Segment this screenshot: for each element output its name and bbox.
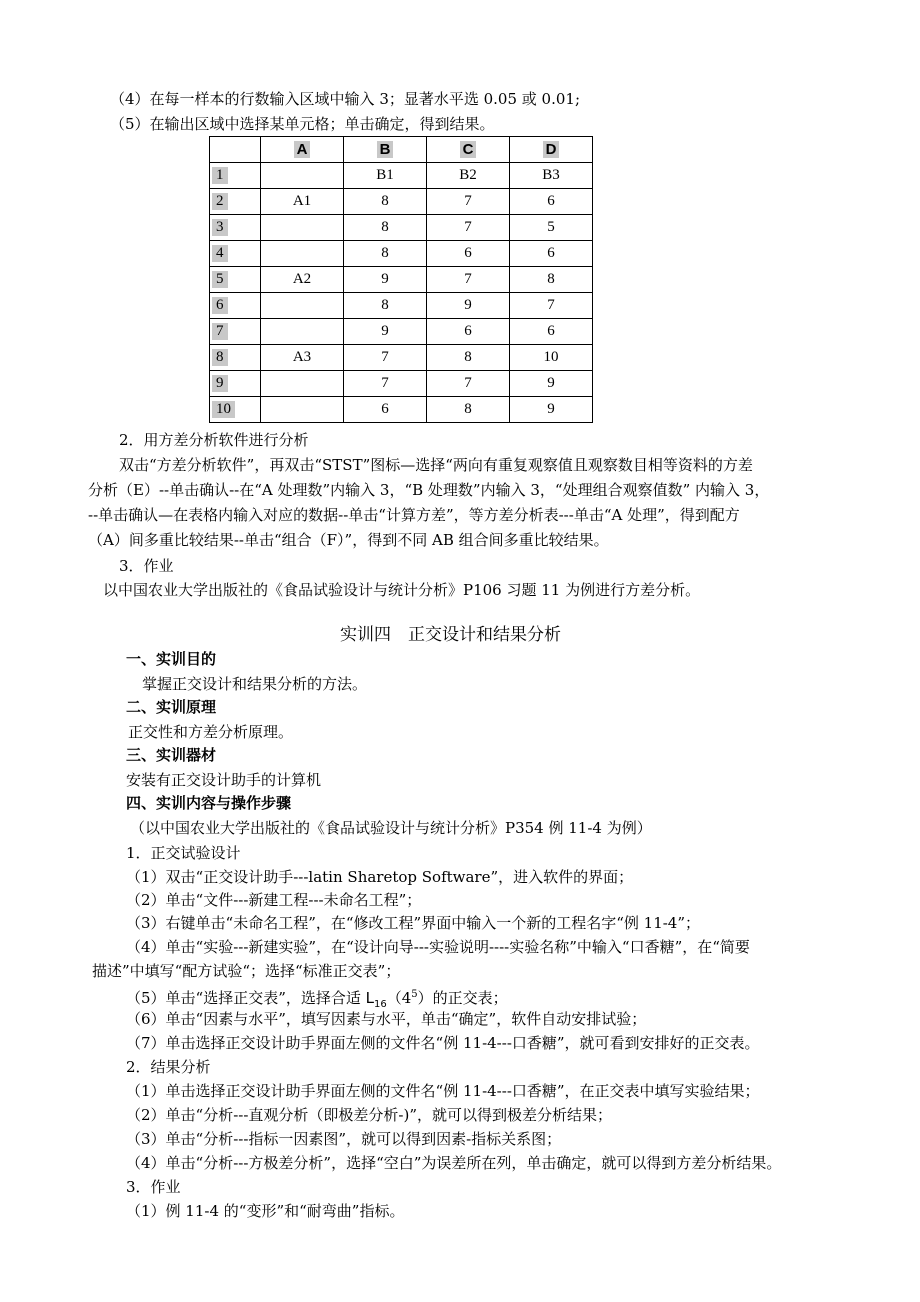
section-2-heading: 2．用方差分析软件进行分析	[119, 431, 309, 449]
principle-text: 正交性和方差分析原理。	[128, 723, 294, 741]
table-row	[210, 345, 593, 371]
table-cell	[261, 397, 344, 423]
section-2-paragraph-line: （A）间多重比较结果--单击“组合（F）”，得到不同 AB 组合间多重比较结果。	[88, 531, 609, 549]
step-5-text: （5）在输出区域中选择某单元格；单击确定，得到结果。	[110, 115, 495, 133]
table-cell: B3	[510, 163, 593, 189]
row-number: 10	[212, 401, 235, 418]
table-cell: 9	[344, 267, 427, 293]
page-title: 实训四 正交设计和结果分析	[340, 625, 561, 645]
table-cell: 6	[427, 241, 510, 267]
section-2-paragraph-line: 分析（E）--单击确认--在“A 处理数”内输入 3，“B 处理数”内输入 3，“处理组合观察值数” 内输入 3，	[88, 481, 770, 499]
step-4-text: （4）在每一样本的行数输入区域中输入 3；显著水平选 0.05 或 0.01;	[110, 90, 581, 108]
row-number: 1	[212, 167, 228, 184]
table-cell: 6	[510, 241, 593, 267]
table-cell: B2	[427, 163, 510, 189]
subsection-analysis-heading: 2．结果分析	[126, 1058, 211, 1076]
data-table	[209, 136, 593, 423]
table-cell	[261, 215, 344, 241]
table-cell: 6	[427, 319, 510, 345]
row-number: 7	[212, 323, 228, 340]
objective-text: 掌握正交设计和结果分析的方法。	[142, 675, 368, 693]
row-number: 3	[212, 219, 228, 236]
table-cell: 9	[510, 371, 593, 397]
table-row	[210, 397, 593, 423]
table-cell	[261, 319, 344, 345]
heading-objective: 一、实训目的	[126, 650, 217, 668]
table-cell: 7	[344, 371, 427, 397]
design-step: （2）单击“文件---新建工程---未命名工程”；	[126, 891, 422, 909]
table-cell: 8	[344, 189, 427, 215]
design-step: （7）单击选择正交设计助手界面左侧的文件名“例 11-4---口香糖”，就可看到安排好的正交表。	[126, 1034, 760, 1052]
design-step: （6）单击“因素与水平”，填写因素与水平，单击“确定”，软件自动安排试验；	[126, 1010, 647, 1028]
table-cell: 7	[510, 293, 593, 319]
table-cell: 8	[427, 397, 510, 423]
subsection-homework-heading: 3．作业	[126, 1178, 181, 1196]
section-3-text: 以中国农业大学出版社的《食品试验设计与统计分析》P106 习题 11 为例进行方差分析。	[103, 581, 701, 599]
table-row	[210, 371, 593, 397]
row-number: 5	[212, 271, 228, 288]
equipment-text: 安装有正交设计助手的计算机	[126, 771, 322, 789]
procedure-note: （以中国农业大学出版社的《食品试验设计与统计分析》P354 例 11-4 为例）	[130, 819, 652, 837]
table-cell: B1	[344, 163, 427, 189]
table-row	[210, 319, 593, 345]
table-cell	[261, 163, 344, 189]
table-row	[210, 293, 593, 319]
section-2-paragraph-line: 双击“方差分析软件”，再双击“STST”图标—选择“两向有重复观察值且观察数目相等资料的方差	[119, 456, 753, 474]
design-step: （3）右键单击“未命名工程”，在“修改工程”界面中输入一个新的工程名字“例 11-4”；	[126, 914, 701, 932]
table-cell: 6	[510, 319, 593, 345]
table-row	[210, 189, 593, 215]
heading-equipment: 三、实训器材	[126, 746, 217, 764]
table-cell: 6	[510, 189, 593, 215]
table-row	[210, 163, 593, 189]
table-cell: A1	[261, 189, 344, 215]
table-cell: 6	[344, 397, 427, 423]
table-cell: 7	[427, 267, 510, 293]
table-cell: 8	[510, 267, 593, 293]
table-row	[210, 267, 593, 293]
table-cell	[261, 371, 344, 397]
homework-item: （1）例 11-4 的“变形”和“耐弯曲”指标。	[126, 1202, 405, 1220]
table-cell: A3	[261, 345, 344, 371]
table-cell: 7	[427, 371, 510, 397]
table-cell: 8	[344, 241, 427, 267]
row-number: 9	[212, 375, 228, 392]
analysis-step: （3）单击“分析---指标一因素图”，就可以得到因素-指标关系图；	[126, 1130, 562, 1148]
table-cell: 5	[510, 215, 593, 241]
row-number: 4	[212, 245, 228, 262]
table-cell: 9	[427, 293, 510, 319]
heading-procedure: 四、实训内容与操作步骤	[126, 794, 292, 812]
row-number: 8	[212, 349, 228, 366]
design-step: （5）单击“选择正交表”，选择合适 $L_{16}(4^5)$的正交表；	[126, 989, 508, 1010]
table-row	[210, 241, 593, 267]
design-step: （1）双击“正交设计助手---latin Sharetop Software”，进入软件的界面；	[126, 868, 634, 886]
heading-principle: 二、实训原理	[126, 698, 217, 716]
table-cell: 7	[344, 345, 427, 371]
table-cell: 9	[510, 397, 593, 423]
table-cell: 9	[344, 319, 427, 345]
row-number: 2	[212, 193, 228, 210]
column-header-b: B	[344, 137, 427, 163]
table-cell: A2	[261, 267, 344, 293]
analysis-step: （1）单击选择正交设计助手界面左侧的文件名“例 11-4---口香糖”，在正交表中填写实验结果；	[126, 1082, 760, 1100]
section-2-paragraph-line: --单击确认—在表格内输入对应的数据--单击“计算方差”，等方差分析表---单击“A 处理”，得到配方	[88, 506, 740, 524]
table-cell: 8	[344, 293, 427, 319]
column-header-a: A	[261, 137, 344, 163]
table-row	[210, 215, 593, 241]
table-cell	[261, 241, 344, 267]
table-header-row	[210, 137, 593, 163]
analysis-step: （4）单击“分析---方极差分析”，选择“空白”为误差所在列，单击确定，就可以得到方差分析结果。	[126, 1154, 782, 1172]
table-cell: 8	[344, 215, 427, 241]
subsection-design-heading: 1．正交试验设计	[126, 844, 241, 862]
design-step: （4）单击“实验---新建实验”，在“设计向导---实验说明----实验名称”中输入“口香糖”，在“简要	[126, 938, 750, 956]
table-cell: 10	[510, 345, 593, 371]
design-step-continued: 描述”中填写“配方试验“；选择“标准正交表”；	[92, 962, 401, 980]
table-corner-cell	[210, 137, 261, 163]
analysis-step: （2）单击“分析---直观分析（即极差分析-)”，就可以得到极差分析结果；	[126, 1106, 613, 1124]
table-cell: 7	[427, 189, 510, 215]
table-cell	[261, 293, 344, 319]
section-3-heading: 3．作业	[119, 557, 174, 575]
row-number: 6	[212, 297, 228, 314]
table-cell: 7	[427, 215, 510, 241]
column-header-c: C	[427, 137, 510, 163]
table-cell: 8	[427, 345, 510, 371]
column-header-d: D	[510, 137, 593, 163]
